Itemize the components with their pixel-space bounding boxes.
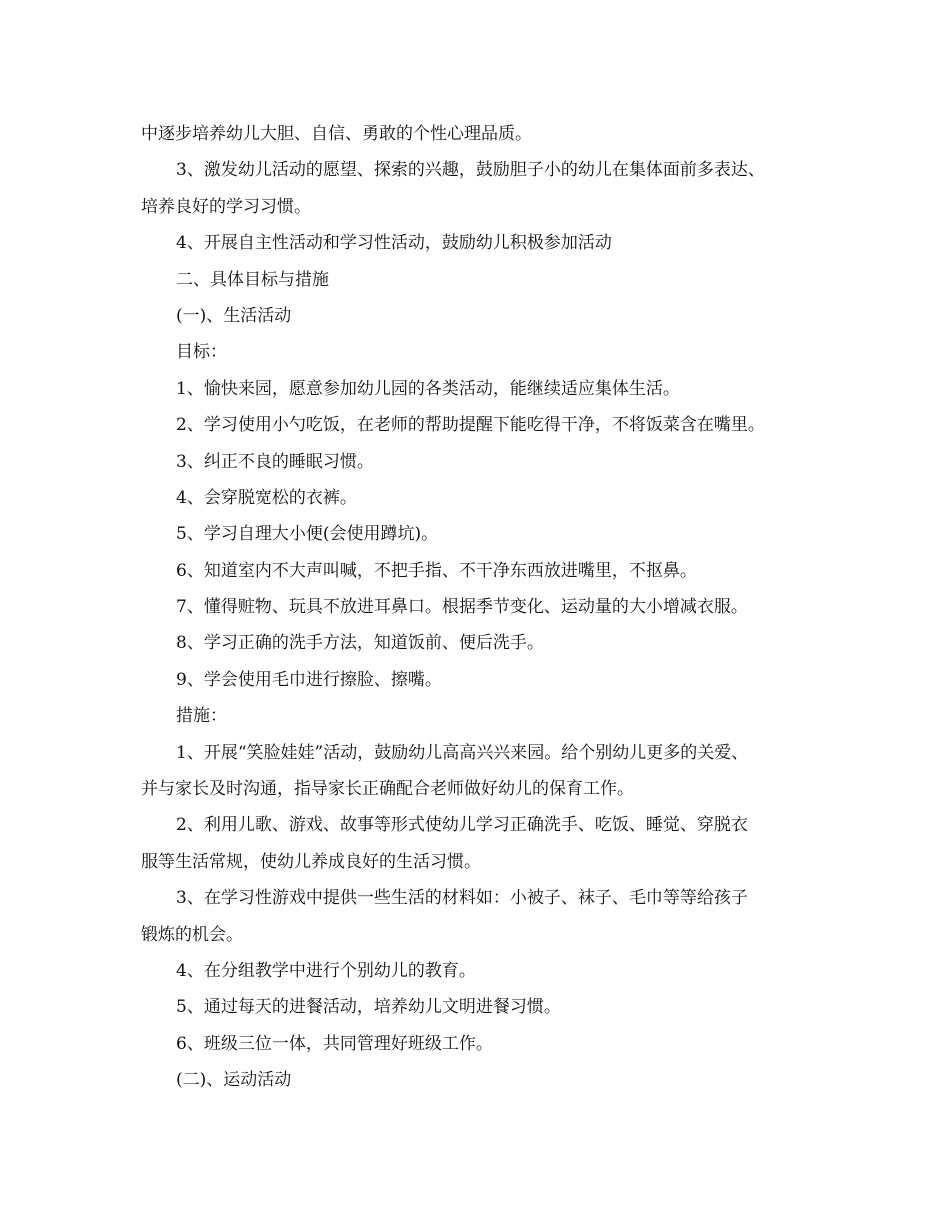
text-line: 2、利用儿歌、游戏、故事等形式使幼儿学习正确洗手、吃饭、睡觉、穿脱衣	[176, 815, 748, 836]
text-line: 3、激发幼儿活动的愿望、探索的兴趣，鼓励胆子小的幼儿在集体面前多表达、	[176, 160, 765, 181]
text-line: 中逐步培养幼儿大胆、自信、勇敢的个性心理品质。	[141, 124, 532, 144]
goals-label: 目标：	[176, 342, 227, 363]
subsection-heading: (一)、生活活动	[176, 305, 292, 326]
text-line: 2、学习使用小勺吃饭，在老师的帮助提醒下能吃得干净，不将饭菜含在嘴里。	[176, 415, 765, 436]
measures-label: 措施：	[176, 706, 227, 727]
text-line: 3、在学习性游戏中提供一些生活的材料如：小被子、袜子、毛巾等等给孩子	[176, 888, 748, 909]
text-line: 服等生活常规，使幼儿养成良好的生活习惯。	[141, 851, 481, 872]
document-body	[141, 116, 831, 1099]
text-line: 并与家长及时沟通，指导家长正确配合老师做好幼儿的保育工作。	[141, 779, 634, 800]
text-line: 7、懂得赃物、玩具不放进耳鼻口。根据季节变化、运动量的大小增减衣服。	[176, 597, 748, 618]
subsection-heading: (二)、运动活动	[176, 1070, 292, 1091]
text-line: 9、学会使用毛巾进行擦脸、擦嘴。	[176, 669, 442, 690]
text-line: 4、在分组教学中进行个别幼儿的教育。	[176, 960, 476, 981]
section-heading: 二、具体目标与措施	[176, 269, 329, 290]
text-line: 3、纠正不良的睡眠习惯。	[176, 451, 374, 472]
text-line: 6、班级三位一体，共同管理好班级工作。	[176, 1033, 493, 1054]
text-line: 6、知道室内不大声叫喊，不把手指、不干净东西放进嘴里，不抠鼻。	[176, 560, 697, 581]
text-line: 锻炼的机会。	[141, 924, 243, 945]
text-line: 1、开展“笑脸娃娃”活动，鼓励幼儿高高兴兴来园。给个别幼儿更多的关爱、	[176, 742, 749, 763]
text-line: 5、学习自理大小便(会使用蹲坑)。	[176, 524, 439, 545]
text-line: 4、开展自主性活动和学习性活动，鼓励幼儿积极参加活动	[176, 233, 612, 254]
text-line: 5、通过每天的进餐活动，培养幼儿文明进餐习惯。	[176, 997, 561, 1018]
text-line: 培养良好的学习习惯。	[141, 196, 311, 217]
text-line: 1、愉快来园，愿意参加幼儿园的各类活动，能继续适应集体生活。	[176, 378, 680, 399]
text-line: 4、会穿脱宽松的衣裤。	[176, 487, 357, 508]
text-line: 8、学习正确的洗手方法，知道饭前、便后洗手。	[176, 633, 544, 654]
